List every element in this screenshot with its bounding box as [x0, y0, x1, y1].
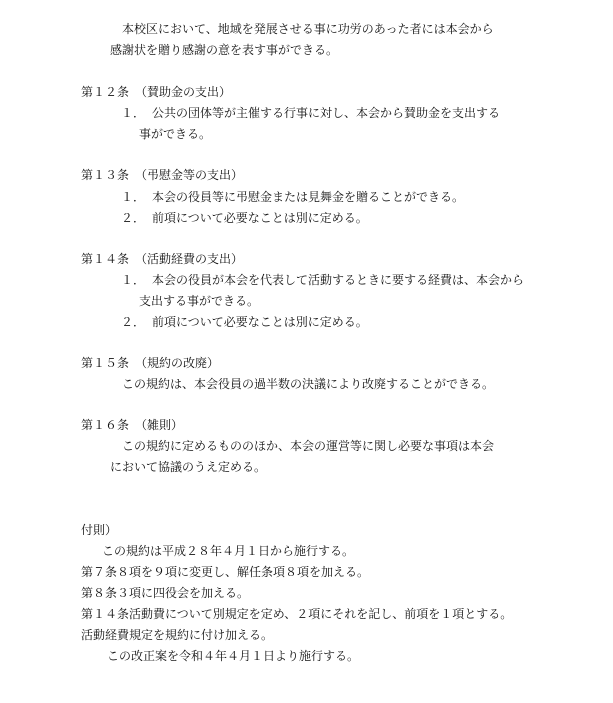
- article-13-item-2-number: ２．: [121, 211, 146, 225]
- supplementary-line-3: 第８条３項に四役会を加える。: [81, 586, 250, 600]
- article-14-item-1-number: １．: [121, 273, 146, 287]
- article-13-item-1-line-1: 本会の役員等に弔慰金または見舞金を贈ることができる。: [152, 190, 465, 204]
- article-12-heading: 第１２条 （賛助金の支出）: [81, 85, 232, 99]
- article-15-heading: 第１５条 （規約の改廃）: [81, 356, 220, 370]
- article-12-item-1-number: １．: [121, 106, 146, 120]
- article-14-item-2-line-1: 前項について必要なことは別に定める。: [152, 315, 368, 329]
- intro-line-2: 感謝状を贈り感謝の意を表す事ができる。: [110, 43, 339, 57]
- supplementary-line-4: 第１４条活動費について別規定を定め、２項にそれを記し、前項を１項とする。: [81, 607, 513, 621]
- article-16-body-line-1: この規約に定めるもののほか、本会の運営等に関し必要な事項は本会: [122, 439, 495, 453]
- article-14-item-2-number: ２．: [121, 315, 146, 329]
- article-12-item-1-line-2: 事ができる。: [139, 127, 212, 141]
- supplementary-line-1: この規約は平成２８年４月１日から施行する。: [102, 544, 355, 558]
- supplementary-line-2: 第７条８項を９項に変更し、解任条項８項を加える。: [81, 565, 370, 579]
- article-14-item-1-line-1: 本会の役員が本会を代表して活動するときに要する経費は、本会から: [152, 273, 525, 287]
- article-13-heading: 第１３条 （弔慰金等の支出）: [81, 168, 244, 182]
- intro-line-1: 本校区において、地域を発展させる事に功労のあった者には本会から: [122, 22, 494, 36]
- article-14-item-1-line-2: 支出する事ができる。: [139, 294, 260, 308]
- supplementary-line-5: 活動経費規定を規約に付け加える。: [81, 628, 274, 642]
- article-16-body-line-2: において協議のうえ定める。: [110, 460, 267, 474]
- article-13-item-1-number: １．: [121, 190, 146, 204]
- supplementary-line-6: この改正案を令和４年４月１日より施行する。: [107, 649, 360, 663]
- article-12-item-1-line-1: 公共の団体等が主催する行事に対し、本会から賛助金を支出する: [152, 106, 501, 120]
- article-15-body: この規約は、本会役員の過半数の決議により改廃することができる。: [122, 377, 495, 391]
- article-14-heading: 第１４条 （活動経費の支出）: [81, 252, 244, 266]
- supplementary-heading: 付則）: [81, 523, 118, 537]
- article-16-heading: 第１６条 （雑則）: [81, 418, 184, 432]
- article-13-item-2-line-1: 前項について必要なことは別に定める。: [152, 211, 368, 225]
